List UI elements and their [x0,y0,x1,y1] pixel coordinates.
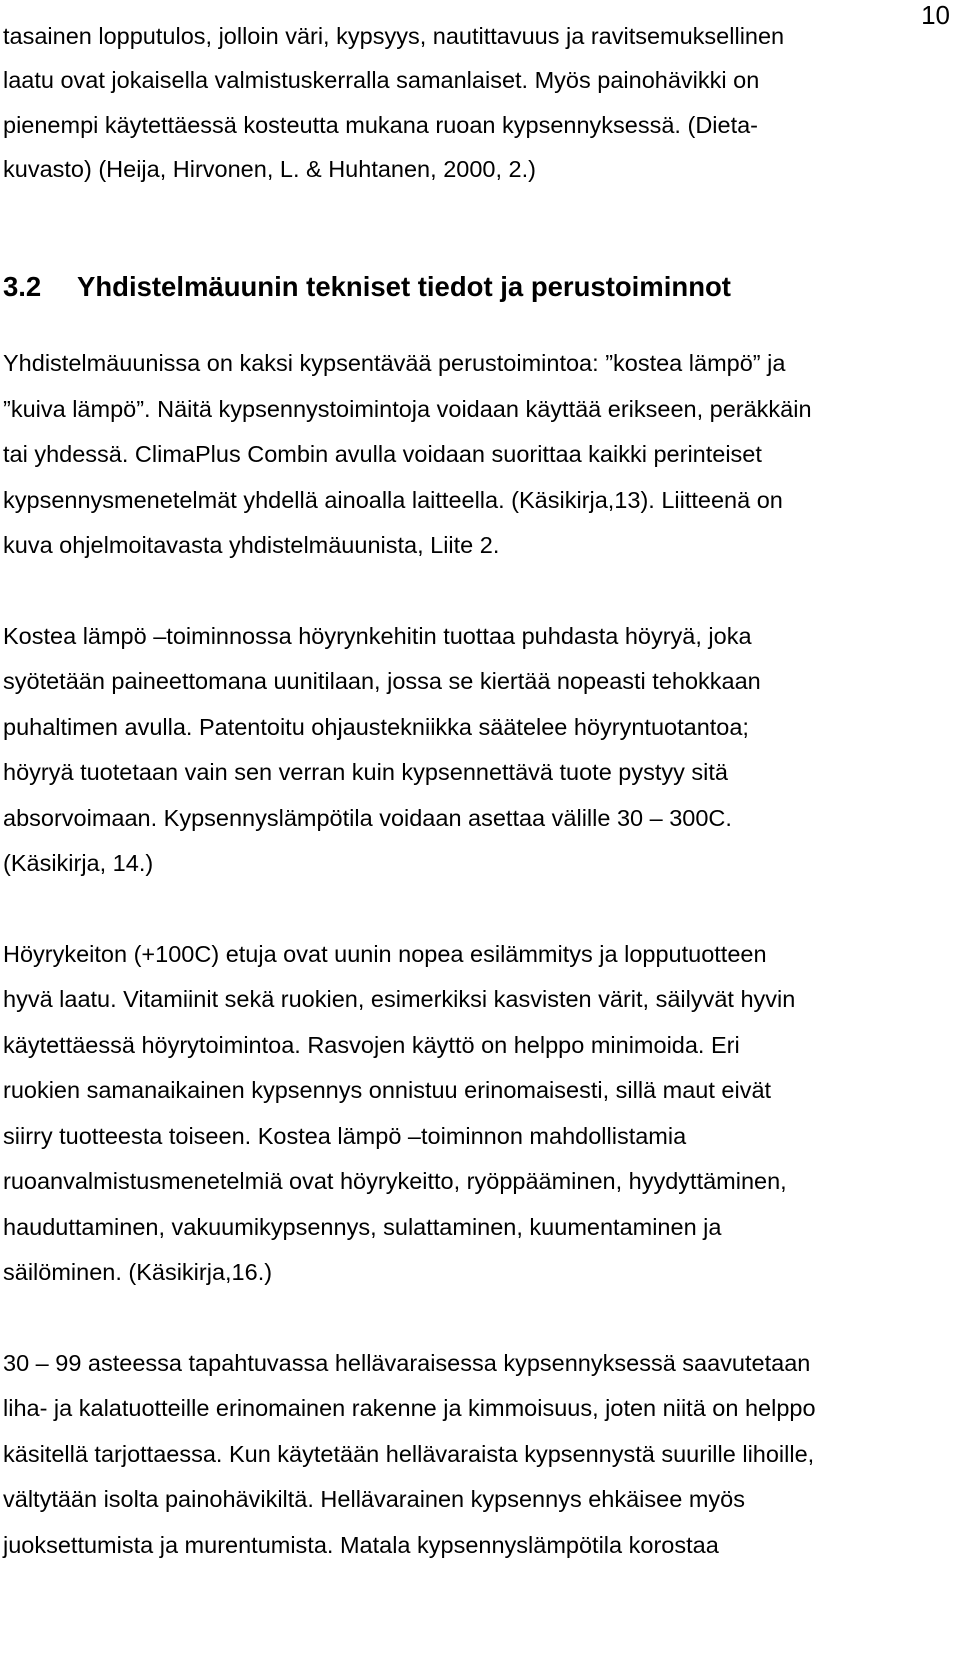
document-body [3,14,915,1568]
paragraph-basic-functions: Yhdistelmäuunissa on kaksi kypsentävää perustoimintoa: ”kostea lämpö” ja ”kuiva lämpö”. Näitä kypsennystoimintoja voidaan käyttää erikseen, peräkkäin tai yhdessä. ClimaPlus Combin avulla voidaan suorittaa kaikki perinteiset kypsennysmenetelmät yhdellä ainoalla laitteella. (Käsikirja,13). Liitteenä on kuva ohjelmoitavasta yhdistelmäuunista, Liite 2. [3,350,812,559]
section-number: 3.2 [3,271,42,303]
paragraph-moist-heat: Kostea lämpö –toiminnossa höyrynkehitin tuottaa puhdasta höyryä, joka syötetään paineettomana uunitilaan, jossa se kiertää nopeasti tehokkaan puhaltimen avulla. Patentoitu ohjaustekniikka säätelee höyryntuotantoa; höyryä tuotetaan vain sen verran kuin kypsennettävä tuote pystyy sitä absorvoimaan. Kypsennyslämpötila voidaan asettaa välille 30 – 300C. (Käsikirja, 14.) [3,622,761,877]
paragraph-gentle-cooking: 30 – 99 asteessa tapahtuvassa hellävaraisessa kypsennyksessä saavutetaan liha- ja kalatuotteille erinomainen rakenne ja kimmoisuus, joten niitä on helppo käsitellä tarjottaessa. Kun käytetään hellävaraista kypsennystä suurille lihoille, vältytään isolta painohävikiltä. Hellävarainen kypsennys ehkäisee myös juoksettumista ja murentumista. Matala kypsennyslämpötila korostaa [3,1349,816,1558]
page-number: 10 [921,0,950,30]
section-title: Yhdistelmäuunin tekniset tiedot ja perustoiminnot [77,271,731,303]
section-heading [3,267,915,307]
intro-paragraph: tasainen lopputulos, jolloin väri, kypsyys, nautittavuus ja ravitsemuksellinen laatu ovat jokaisella valmistuskerralla samanlaiset. Myös painohävikki on pienempi käytettäessä kosteutta mukana ruoan kypsennyksessä. (Dieta- kuvasto) (Heija, Hirvonen, L. & Huhtanen, 2000, 2.) [3,23,785,182]
paragraph-steam-cooking: Höyrykeiton (+100C) etuja ovat uunin nopea esilämmitys ja lopputuotteen hyvä laatu. Vitamiinit sekä ruokien, esimerkiksi kasvisten värit, säilyvät hyvin käytettäessä höyrytoimintoa. Rasvojen käyttö on helppo minimoida. Eri ruokien samanaikainen kypsennys onnistuu erinomaisesti, sillä maut eivät siirry tuotteesta toiseen. Kostea lämpö –toiminnon mahdollistamia ruoanvalmistusmenetelmiä ovat höyrykeitto, ryöppääminen, hyydyttäminen, hauduttaminen, vakuumikypsennys, sulattaminen, kuumentaminen ja säilöminen. (Käsikirja,16.) [3,940,796,1286]
